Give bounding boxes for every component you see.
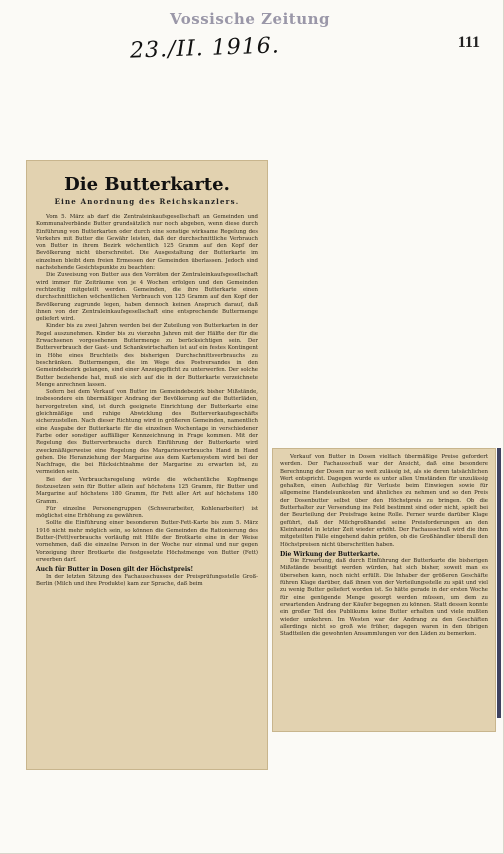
side-marker-bar xyxy=(497,448,501,718)
paragraph: Für einzelne Personengruppen (Schwerarbeiter, Kohlenarbeiter) ist möglichst eine Erhöhung zu gewähren. xyxy=(36,505,258,520)
article-subheadline: Eine Anordnung des Reichskanzlers. xyxy=(54,197,240,206)
paragraph: Bei der Verbrauchsregelung würde die wöchentliche Kopfmenge festzusetzen sein für Butter allein auf höchstens 125 Gramm, für Butter und Margarine auf höchstens 180 Gramm, für Fett aller Art auf höchstens 180 Gramm. xyxy=(36,476,258,505)
article-body-left xyxy=(26,214,268,588)
page-number: 111 xyxy=(457,34,480,51)
article-body-right xyxy=(272,448,496,638)
masthead-stamp: Vossische Zeitung xyxy=(169,10,331,28)
paragraph: Sollte die Einführung einer besonderen Butter-Fett-Karte bis zum 5. März 1916 nicht mehr möglich sein, so können die Gemeinden die Rationierung des Butter-(Fett)verbrauchs vorläufig mit Hilfe der Brotkarte eine in der Weise vornehmen, daß die einzelne Person in der Woche nur einmal und nur gegen Vorzeigung ihrer Brotkarte die festgesetzte Höchstmenge von Butter (Fett) erwerben darf. xyxy=(36,520,258,563)
article-headline: Die Butterkarte. xyxy=(64,174,230,195)
paragraph: Kinder bis zu zwei Jahren werden bei der Zuteilung von Butterkarten in der Regel auszunehmen. Kinder bis zu vierzehn Jahren mit der Hälfte der für die Erwachsenen vorgesehenen Buttermenge zu berücksichtigen sein. Der Butterverbrauch der Gast- und Schankwirtschaften ist auf ein festes Kontingent in Höhe eines Bruchteils des bisherigen Durchschnittsverbrauchs zu beschränken. Buttermengen, die im Wege des Postversandes in den Gemeindebezirk gelangen, sind einer Anzeigepflicht zu unterwerfen. Der solche Butter beziehende hat, muß sie sich auf die in der Butterkarte verzeichnete Menge anrechnen lassen. xyxy=(36,323,258,388)
handwritten-date: 23./II. 1916. xyxy=(129,33,281,64)
section-title: Die Wirkung der Butterkarte. xyxy=(280,550,380,558)
clipping-right-column xyxy=(272,448,496,732)
paragraph: In der letzten Sitzung des Fachausschusses der Preisprüfungsstelle Groß-Berlin (Milch und ihre Produkte) kam zur Sprache, daß beim xyxy=(36,573,258,587)
paragraph: Vom 5. März ab darf die Zentraleinkaufsgesellschaft an Gemeinden und Kommunalverbände Butter grundsätzlich nur noch abgeben, wenn diese durch Einführung von Butterkarten oder durch eine sonstige wirksame Regelung des Verkehrs mit Butter die Gewähr leisten, daß der durchschnittliche Verbrauch von Butter in ihrem Bezirk wöchentlich 125 Gramm auf den Kopf der Bevölkerung nicht überschreitet. Die Ausgestaltung der Butterkarte im einzelnen bleibt dem freien Ermessen der Gemeinden überlassen. Jedoch sind nachstehende Gesichtspunkte zu beachten: xyxy=(36,214,258,272)
clipping-left-column xyxy=(26,160,268,770)
paragraph: Die Erwartung, daß durch Einführung der Butterkarte die bisherigen Mißstände beseitigt werden würden, hat sich bisher, soweit man es übersehen kann, noch nicht erfüllt. Die Inhaber der größeren Geschäfte führen Klage darüber, daß ihnen von der Verteilungsstelle zu spät und viel zu wenig Butter geliefert worden ist. So hätte gerade in der ersten Woche für eine genügende Menge gesorgt werden müssen, um dem zu erwartenden Andrang der Käufer begegnen zu können. Statt dessen konnte ein großer Teil des Publikums keine Butter erhalten und viele mußten wieder umkehren. Im Westen war der Andrang zu den Geschäften allerdings nicht so groß wie früher, dagegen waren in den übrigen Stadtteilen die gewohnten Ansammlungen vor den Läden zu bemerken. xyxy=(280,558,488,638)
section-title: Auch für Butter in Dosen gilt der Höchstpreis! xyxy=(36,566,194,574)
paragraph: Die Zuweisung von Butter aus den Vorräten der Zentraleinkaufsgesellschaft wird immer für Zeiträume von je 4 Wochen erfolgen und den Gemeinden rechtzeitig mitgeteilt werden. Gemeinden, die ihre Butterkarte einen durchschnittlichen wöchentlichen Verbrauch von 125 Gramm auf den Kopf der Bevölkerung zugrunde legen, haben dennoch keinen Anspruch darauf, daß ihnen von der Zentraleinkaufsgesellschaft eine entsprechende Buttermenge geliefert wird. xyxy=(36,272,258,323)
paragraph: Verkauf von Butter in Dosen vielfach übermäßige Preise gefordert werden. Der Fachausschuß war der Ansicht, daß eine besondere Berechnung der Dosen nur so weit zulässig ist, als sie deren tatsächlichen Wert entspricht. Dagegen wurde es unter allen Umständen für unzulässig gehalten, einen Aufschlag für Verluste beim Einwiegen sowie für allgemeine Handelsunkosten und ähnliches zu nehmen und so den Preis der Dosenbutter selbst über den Höchstpreis zu bringen. Ob die Butterhalter zur Versendung ins Feld bestimmt sind oder nicht, spielt bei der Beurteilung der Preisfrage keine Rolle. Ferner wurde darüber Klage geführt, daß der Milchgroßhandel seine Preisforderungen an den Kleinhandel in letzter Zeit wieder erhöht. Der Fachausschuß wird die ihm mitgeteilten Fälle eingehend dahin prüfen, ob die Großhändler überall den Höchstpreisen nicht überschritten haben. xyxy=(280,454,488,548)
paragraph: Sofern bei dem Verkauf von Butter im Gemeindebezirk bisher Mißstände, insbesondere ein übermäßiger Andrang der Bevölkerung auf die Butterläden, hervorgetreten sind, ist durch geeignete Einrichtung der Butterkarte eine gleichmäßige und ruhige Abwicklung des Butterverkaufsgeschäfts sicherzustellen. Nach dieser Richtung wird in größeren Gemeinden, namentlich eine Ausgabe der Butterkarte für die einzelnen Wochentage in verschiedener Farbe oder sonstiger auffälliger Kennzeichnung in Frage kommen. Mit der Regelung des Butterverbrauchs durch Einführung der Butterkarte wird zweckmäßigerweise eine Regelung des Margarineverbrauchs Hand in Hand gehen. Die Heranziehung der Margarine aus dem Kartensystem wird bei der Nachfrage, die bei Rücksichtnahme der Margarine zu erwarten ist, zu vermeiden sein. xyxy=(36,389,258,476)
